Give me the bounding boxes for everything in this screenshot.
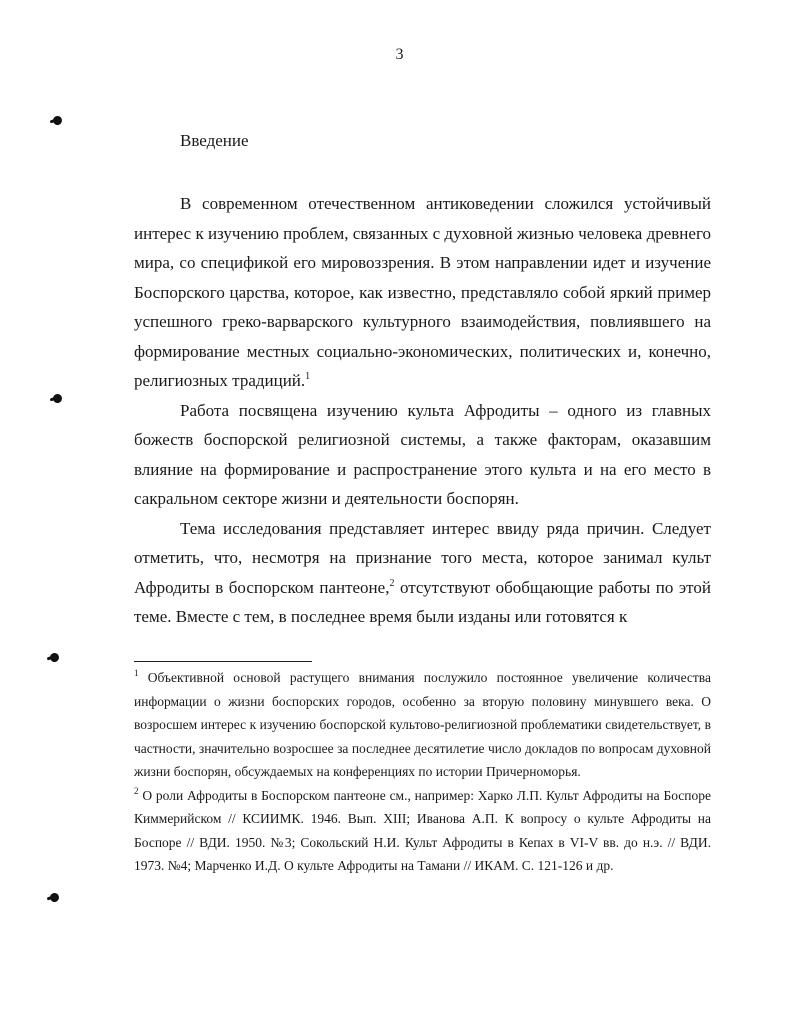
footnote-text: Объективной основой растущего внимания послужило постоянное увеличение количества информации о жизни боспорских городов, особенно за вторую половину минувшего века. О возросшем интерес к изучению боспорской культово-религиозной проблематики свидетельствует, в частности, значительно возросшее за последнее десятилетие число докладов по вопросам духовной жизни боспорян, обсуждаемых на конференциях по истории Причерноморья. (134, 670, 711, 779)
footnote-ref: 2 (389, 577, 395, 589)
paragraph-text: Работа посвящена изучению культа Афродиты – одного из главных божеств боспорской религиозной системы, а также факторам, оказавшим влияние на формирование и распространение этого культа и на его место в сакральном секторе жизни и деятельности боспорян. (134, 400, 711, 508)
footnote-number: 2 (134, 785, 139, 796)
paragraph (134, 189, 711, 396)
footnote-separator (134, 661, 312, 662)
footnote-ref: 1 (305, 371, 311, 382)
body-text (134, 189, 711, 632)
footnote-text: О роли Афродиты в Боспорском пантеоне см., например: Харко Л.П. Культ Афродиты на Боспоре Киммерийском // КСИИМК. 1946. Вып. XIII; Иванова А.П. К вопросу о культе Афродиты на Боспоре // ВДИ. 1950. №3; Сокольский Н.И. Культ Афродиты в Кепах в VI-V вв. до н.э. // ВДИ. 1973. №4; Марченко И.Д. О культе Афродиты на Тамани // ИКАМ. С. 121-126 и др. (134, 787, 711, 873)
binding-hole-4 (49, 892, 61, 904)
paragraph (134, 514, 711, 632)
binding-hole-3 (49, 652, 61, 664)
footnote-number: 1 (134, 668, 139, 678)
footnote (134, 666, 711, 784)
section-heading: Введение (180, 131, 249, 150)
footnote (134, 784, 711, 878)
page-number: 3 (395, 46, 404, 63)
paragraph-text: Тема исследования представляет интерес ввиду ряда причин. Следует отметить, что, несмотря на признание того места, которое занимал культ Афродиты в боспорском пантеоне, (134, 518, 711, 597)
paragraph-text-after: отсутствуют обобщающие работы по этой теме. Вместе с тем, в последнее время были изданы или готовятся к (134, 577, 711, 626)
binding-hole-1 (52, 115, 64, 127)
footnotes (134, 666, 711, 878)
binding-hole-2 (52, 393, 64, 405)
paragraph-text: В современном отечественном антиковедении сложился устойчивый интерес к изучению проблем, связанных с духовной жизнью человека древнего мира, со спецификой его мировоззрения. В этом направлении идет и изучение Боспорского царства, которое, как известно, представляло собой яркий пример успешного греко-варварского культурного взаимодействия, повлиявшего на формирование местных социально-экономических, политических и, конечно, религиозных традиций. (134, 194, 711, 390)
paragraph (134, 396, 711, 514)
